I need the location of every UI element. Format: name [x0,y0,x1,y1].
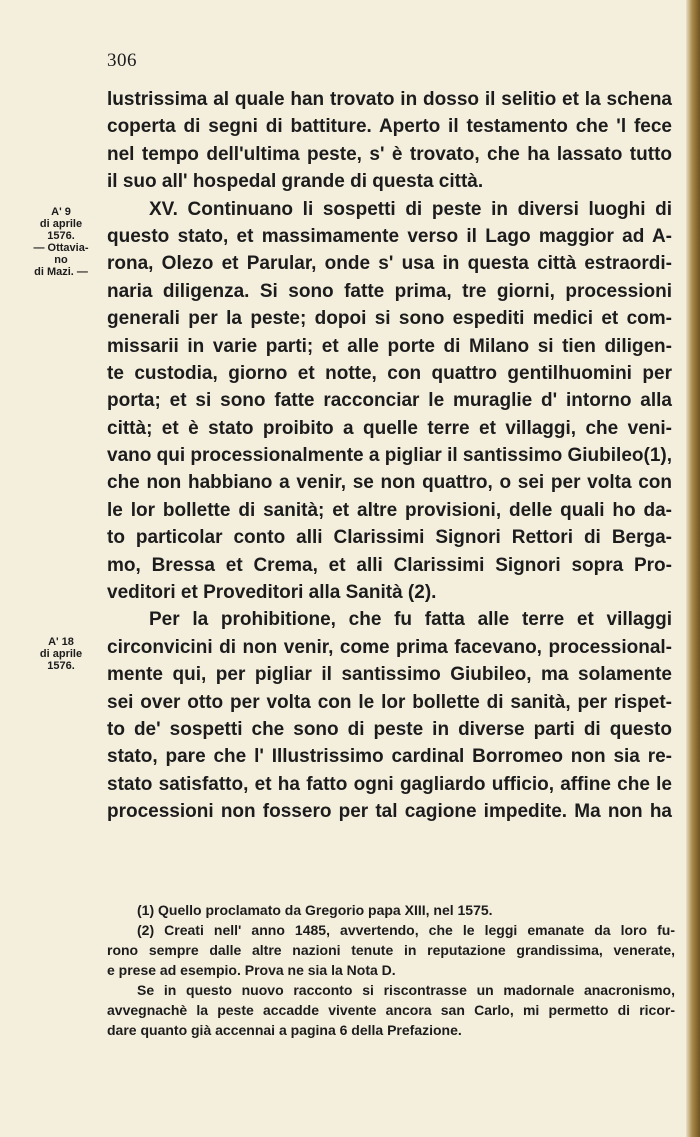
text-line: coperta di segni di battiture. Aperto il testamento che 'l fece [107,116,672,138]
footnote-2-cont: rono sempre dalle altre nazioni tenute in reputazione grandissima, venerate, [107,942,675,958]
text-line: porta; et si sono fatte racconciar le muraglie d' intorno alla [107,390,672,412]
text-line: mo, Bressa et Crema, et alli Clarissimi Signori sopra Pro- [107,554,672,576]
footnote-note: Se in questo nuovo racconto si riscontrasse un madornale anacronismo, [137,982,675,998]
text-line: circonvicini di non venir, come prima facevano, processional- [107,636,672,658]
footnote-2: (2) Creati nell' anno 1485, avvertendo, che le leggi emanate da loro fu- [137,922,675,938]
margin-note-line: A' 18 [48,636,74,648]
margin-note-date-2 [22,636,100,672]
body-text [107,86,672,826]
margin-note-line: di aprile [39,648,83,660]
text-line: to de' sospetti che sono di peste in diverse parti di questo [107,718,672,740]
margin-note-line: 1576. [47,660,75,672]
footnote-note-cont: avvegnachè la peste accadde vivente ancora san Carlo, mi permetto di ricor- [107,1002,675,1018]
text-line: mente qui, per pigliar il santissimo Giubileo, ma solamente [107,664,672,686]
text-line: vano qui processionalmente a pigliar il santissimo Giubileo(1), [107,445,672,467]
margin-note-line: no [54,254,68,266]
section-heading-line: XV. Continuano li sospetti di peste in diversi luoghi di [149,198,672,220]
margin-note-line: — Ottavia- [33,242,89,254]
text-line: missarii in varie parti; et alle porte di Milano si tien diligen- [107,335,672,357]
text-line: che non habbiano a venir, se non quattro, o sei per volta con [107,472,672,494]
text-line: te custodia, giorno et notte, con quattro gentilhuomini per [107,362,672,384]
text-line: sei over otto per volta con le lor bollette di sanità, per rispet- [107,691,672,713]
text-line: rona, Olezo et Parular, onde s' usa in questa città estraordi- [107,253,672,275]
text-line: generali per la peste; dopoi si sono espediti medici et com- [107,308,672,330]
text-line: questo stato, et massimamente verso il Lago maggior ad A- [107,225,672,247]
paragraph-start-line: Per la prohibitione, che fu fatta alle terre et villaggi [149,609,672,631]
text-line: il suo all' hospedal grande di questa città. [107,171,484,193]
footnotes [107,900,675,1040]
margin-note-line: di Mazi. — [34,266,88,278]
text-line: nel tempo dell'ultima peste, s' è trovato, che ha lassato tutto [107,143,672,165]
text-line: to particolar conto alli Clarissimi Signori Rettori di Berga- [107,527,672,549]
margin-note-date-1 [22,206,100,278]
text-line: stato, pare che l' Illustrissimo cardinal Borromeo non sia re- [107,746,672,768]
text-line: veditori et Proveditori alla Sanità (2). [107,582,437,604]
footnote-1: (1) Quello proclamato da Gregorio papa XIII, nel 1575. [137,902,493,918]
footnote-2-end: e prese ad esempio. Prova ne sia la Nota D. [107,962,396,978]
page-edge [686,0,700,1137]
text-line: naria diligenza. Si sono fatte prima, tre giorni, processioni [107,280,672,302]
page-number: 306 [107,50,137,71]
text-line: processioni non fossero per tal cagione impedite. Ma non ha [107,801,672,823]
text-line: le lor bollette di sanità; et altre provisioni, delle quali ho da- [107,499,672,521]
margin-note-line: 1576. [47,230,75,242]
footnote-note-end: dare quanto già accennai a pagina 6 della Prefazione. [107,1022,462,1038]
text-line: lustrissima al quale han trovato in dosso il selitio et la schena [107,89,672,110]
margin-note-line: di aprile [39,218,83,230]
margin-note-line: A' 9 [51,206,71,218]
text-line: stato satisfatto, et ha fatto ogni gagliardo ufficio, affine che le [107,773,672,795]
text-line: città; et è stato proibito a quelle terre et villaggi, che veni- [107,417,672,439]
